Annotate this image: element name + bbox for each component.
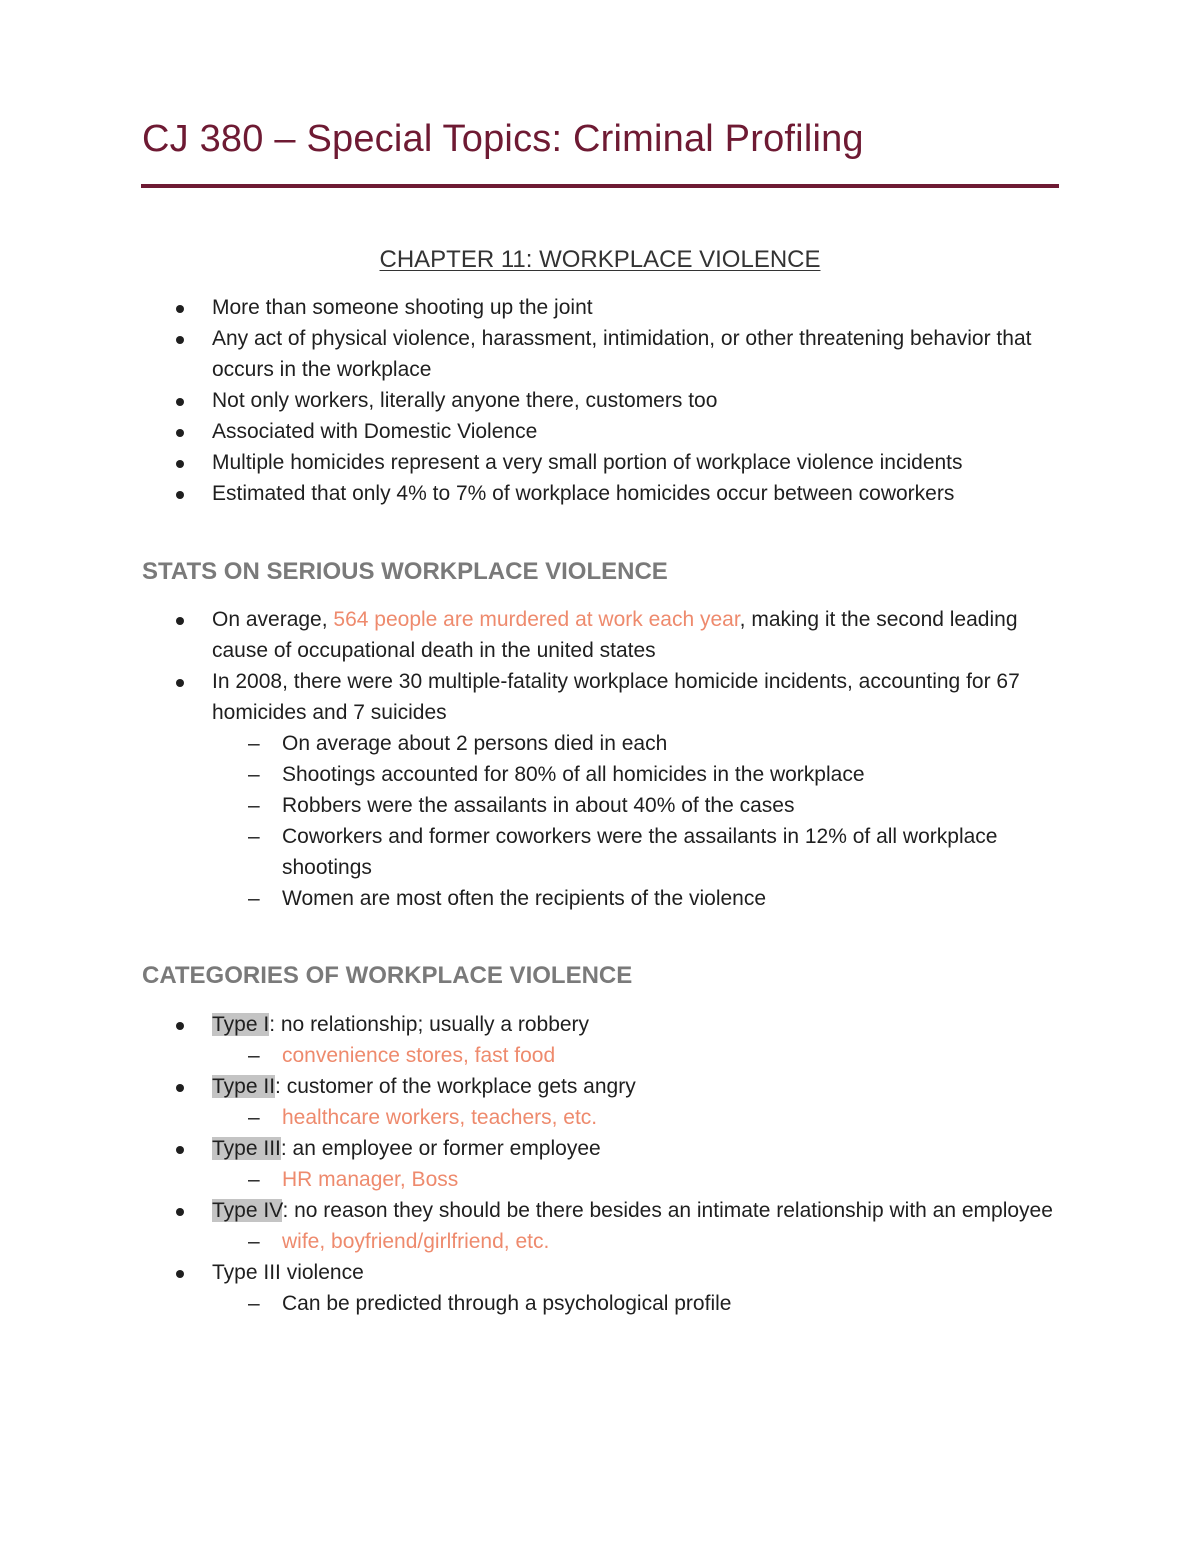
type-label: Type II bbox=[212, 1075, 276, 1098]
dash-icon: – bbox=[248, 1168, 260, 1191]
list-item bbox=[142, 1133, 1062, 1195]
list-item-text: More than someone shooting up the joint bbox=[212, 296, 593, 319]
list-item bbox=[142, 666, 1062, 914]
type-example: healthcare workers, teachers, etc. bbox=[282, 1106, 598, 1129]
list-item bbox=[142, 604, 1062, 666]
list-item-text: Any act of physical violence, harassment, intimidation, or other threatening behavior that occurs in the workplace bbox=[212, 327, 1032, 381]
sub-list-item-text: On average about 2 persons died in each bbox=[282, 732, 668, 755]
list-item-text: Multiple homicides represent a very small portion of workplace violence incidents bbox=[212, 451, 963, 474]
sub-list-item-text: Robbers were the assailants in about 40% of the cases bbox=[282, 794, 795, 817]
list-item-text: Associated with Domestic Violence bbox=[212, 420, 538, 443]
list-item bbox=[142, 1071, 1062, 1133]
bullet-icon bbox=[176, 1084, 184, 1092]
dash-icon: – bbox=[248, 825, 260, 848]
dash-icon: – bbox=[248, 732, 260, 755]
type-label: Type IV bbox=[212, 1199, 283, 1222]
type-example: HR manager, Boss bbox=[282, 1168, 459, 1191]
type-label: Type I bbox=[212, 1013, 270, 1036]
list-item bbox=[142, 323, 1062, 385]
list-item-text: Type III violence bbox=[212, 1261, 364, 1284]
dash-icon: – bbox=[248, 794, 260, 817]
type-examples bbox=[142, 1226, 1062, 1257]
list-item bbox=[142, 1009, 1062, 1071]
type-description: : no relationship; usually a robbery bbox=[269, 1013, 590, 1036]
stats-item-post: , making it the second leading cause of occupational death in the united states bbox=[212, 608, 1018, 662]
stats-item-highlight: 564 people are murdered at work each year bbox=[333, 608, 740, 631]
bullet-icon bbox=[176, 429, 184, 437]
dash-icon: – bbox=[248, 1106, 260, 1129]
list-item-text: Estimated that only 4% to 7% of workplace homicides occur between coworkers bbox=[212, 482, 955, 505]
sub-list-item bbox=[142, 1226, 1062, 1257]
chapter-heading-text: CHAPTER 11: WORKPLACE VIOLENCE bbox=[379, 246, 821, 273]
document-title: CJ 380 – Special Topics: Criminal Profiling bbox=[142, 118, 864, 160]
bullet-icon bbox=[176, 398, 184, 406]
type-examples bbox=[142, 1164, 1062, 1195]
categories-list bbox=[142, 1009, 1062, 1319]
bullet-icon bbox=[176, 491, 184, 499]
bullet-icon bbox=[176, 1022, 184, 1030]
bullet-icon bbox=[176, 617, 184, 625]
sub-list-item bbox=[142, 790, 1062, 821]
sub-list-item bbox=[142, 1040, 1062, 1071]
dash-icon: – bbox=[248, 1292, 260, 1315]
list-item bbox=[142, 385, 1062, 416]
stats-sublist bbox=[142, 728, 1062, 914]
type-iii-notes bbox=[142, 1288, 1062, 1319]
bullet-icon bbox=[176, 1146, 184, 1154]
type-examples bbox=[142, 1102, 1062, 1133]
stats-list bbox=[142, 604, 1062, 914]
stats-heading: STATS ON SERIOUS WORKPLACE VIOLENCE bbox=[142, 558, 668, 585]
sub-list-item-text: Women are most often the recipients of the violence bbox=[282, 887, 767, 910]
dash-icon: – bbox=[248, 1230, 260, 1253]
sub-list-item bbox=[142, 821, 1062, 883]
list-item bbox=[142, 478, 1062, 509]
bullet-icon bbox=[176, 460, 184, 468]
type-description: : an employee or former employee bbox=[280, 1137, 601, 1160]
list-item-text: In 2008, there were 30 multiple-fatality workplace homicide incidents, accounting for 67 homicides and 7 suicides bbox=[212, 670, 1020, 724]
sub-list-item bbox=[142, 759, 1062, 790]
list-item bbox=[142, 1257, 1062, 1319]
sub-list-item-text: Can be predicted through a psychological profile bbox=[282, 1292, 732, 1315]
list-item bbox=[142, 292, 1062, 323]
list-item bbox=[142, 416, 1062, 447]
sub-list-item bbox=[142, 1288, 1062, 1319]
type-description: : customer of the workplace gets angry bbox=[275, 1075, 636, 1098]
sub-list-item bbox=[142, 883, 1062, 914]
type-description: : no reason they should be there besides an intimate relationship with an employee bbox=[282, 1199, 1053, 1222]
sub-list-item bbox=[142, 1102, 1062, 1133]
type-example: convenience stores, fast food bbox=[282, 1044, 556, 1067]
sub-list-item bbox=[142, 728, 1062, 759]
bullet-icon bbox=[176, 679, 184, 687]
stats-item-pre: On average, bbox=[212, 608, 334, 631]
sub-list-item-text: Coworkers and former coworkers were the assailants in 12% of all workplace shootings bbox=[282, 825, 998, 879]
dash-icon: – bbox=[248, 1044, 260, 1067]
list-item bbox=[142, 447, 1062, 478]
bullet-icon bbox=[176, 1270, 184, 1278]
title-divider bbox=[141, 184, 1059, 188]
list-item bbox=[142, 1195, 1062, 1257]
bullet-icon bbox=[176, 1208, 184, 1216]
sub-list-item-text: Shootings accounted for 80% of all homicides in the workplace bbox=[282, 763, 865, 786]
bullet-icon bbox=[176, 305, 184, 313]
type-example: wife, boyfriend/girlfriend, etc. bbox=[282, 1230, 550, 1253]
intro-list bbox=[142, 292, 1062, 509]
list-item-text: Not only workers, literally anyone there, customers too bbox=[212, 389, 718, 412]
dash-icon: – bbox=[248, 887, 260, 910]
sub-list-item bbox=[142, 1164, 1062, 1195]
type-examples bbox=[142, 1040, 1062, 1071]
categories-heading: CATEGORIES OF WORKPLACE VIOLENCE bbox=[142, 962, 633, 989]
chapter-heading bbox=[142, 246, 1058, 274]
bullet-icon bbox=[176, 336, 184, 344]
dash-icon: – bbox=[248, 763, 260, 786]
type-label: Type III bbox=[212, 1137, 281, 1160]
